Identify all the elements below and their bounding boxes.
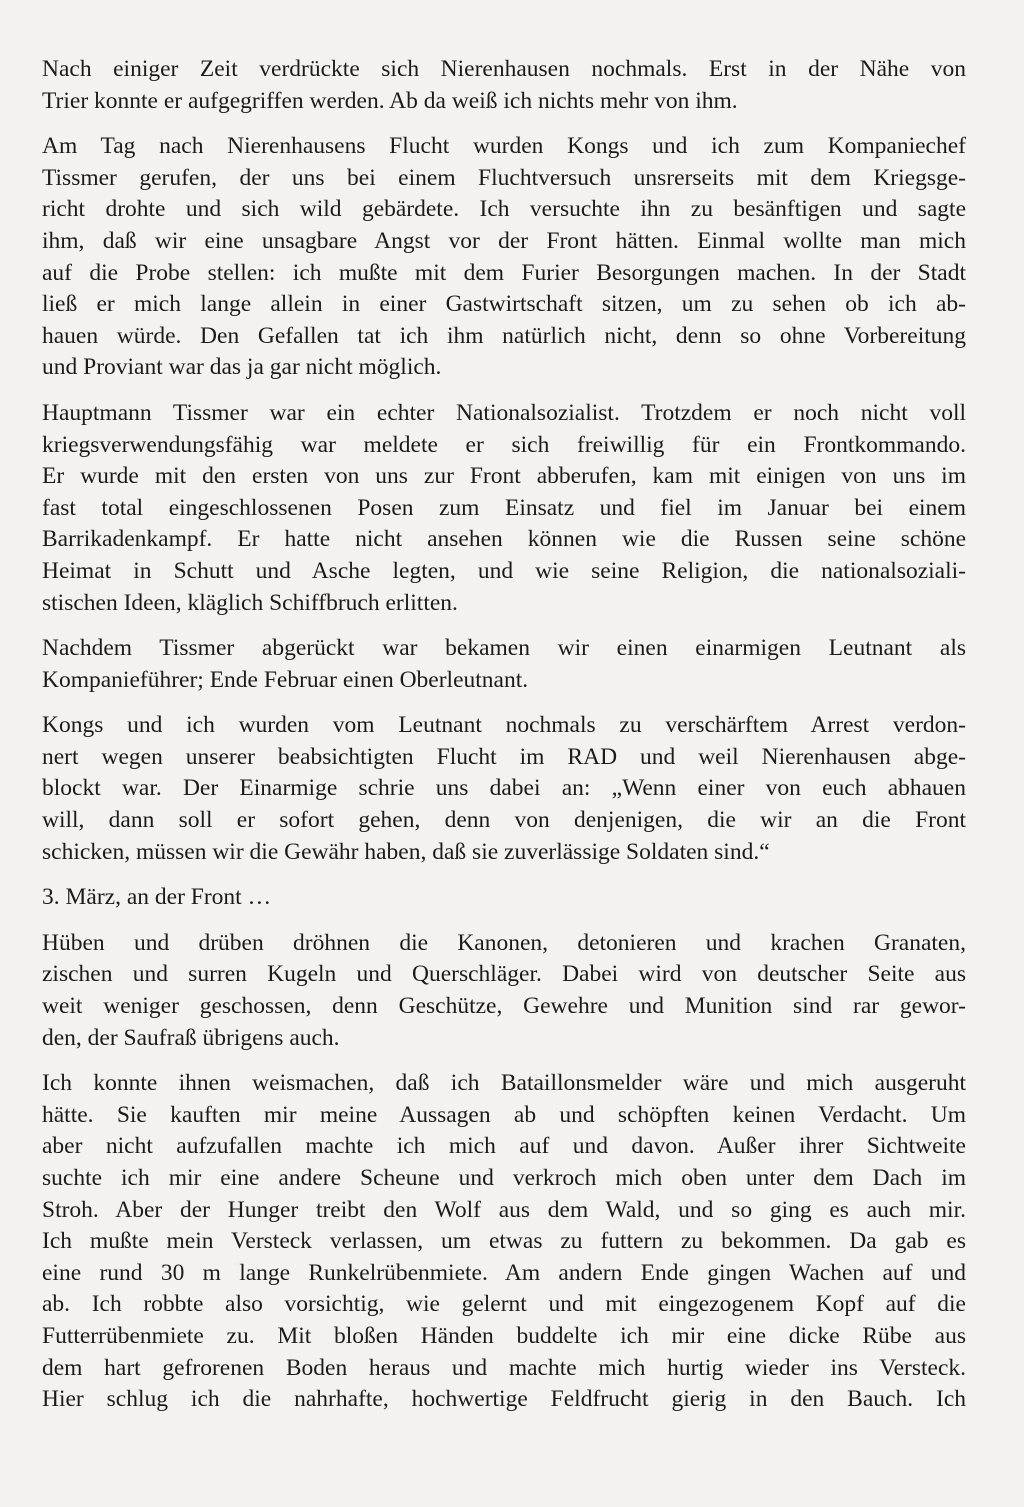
paragraph bbox=[42, 882, 966, 914]
text-line: den, der Saufraß übrigens auch. bbox=[42, 1024, 340, 1051]
text-line: will, dann soll er sofort gehen, denn von denjenigen, die wir an die Front bbox=[42, 807, 966, 834]
text-line: Heimat in Schutt und Asche legten, und wie seine Religion, die nationalsoziali- bbox=[42, 557, 966, 584]
text-line: Kompanieführer; Ende Februar einen Oberleutnant. bbox=[42, 666, 529, 693]
text-line: Tissmer gerufen, der uns bei einem Fluchtversuch unsrerseits mit dem Kriegsge- bbox=[42, 164, 966, 191]
paragraph bbox=[42, 710, 966, 868]
text-line: ab. Ich robbte also vorsichtig, wie gelernt und mit eingezogenem Kopf auf die bbox=[42, 1291, 966, 1318]
text-line: richt drohte und sich wild gebärdete. Ich versuchte ihn zu besänftigen und sagte bbox=[42, 196, 966, 223]
text-line: Ich mußte mein Versteck verlassen, um etwas zu futtern zu bekommen. Da gab es bbox=[42, 1228, 966, 1255]
book-page bbox=[42, 54, 966, 1430]
text-line: 3. März, an der Front … bbox=[42, 884, 272, 911]
text-line: hätte. Sie kauften mir meine Aussagen ab und schöpften keinen Verdacht. Um bbox=[42, 1101, 966, 1128]
text-line: Nachdem Tissmer abgerückt war bekamen wir einen einarmigen Leutnant als bbox=[42, 635, 966, 662]
text-line: auf die Probe stellen: ich mußte mit dem Furier Besorgungen machen. In der Stadt bbox=[42, 259, 966, 286]
paragraph bbox=[42, 398, 966, 619]
text-line: nert wegen unserer beabsichtigten Flucht im RAD und weil Nierenhausen abge- bbox=[42, 743, 966, 770]
text-line: hauen würde. Den Gefallen tat ich ihm natürlich nicht, denn so ohne Vorbereitung bbox=[42, 322, 966, 349]
paragraph bbox=[42, 54, 966, 117]
text-line: und Proviant war das ja gar nicht möglich. bbox=[42, 354, 442, 381]
paragraph bbox=[42, 928, 966, 1054]
text-line: weit weniger geschossen, denn Geschütze, Gewehre und Munition sind rar gewor- bbox=[42, 993, 966, 1020]
text-line: eine rund 30 m lange Runkelrübenmiete. Am andern Ende gingen Wachen auf und bbox=[42, 1259, 966, 1286]
text-line: Futterrübenmiete zu. Mit bloßen Händen buddelte ich mir eine dicke Rübe aus bbox=[42, 1322, 966, 1349]
text-line: Nach einiger Zeit verdrückte sich Nierenhausen nochmals. Erst in der Nähe von bbox=[42, 56, 966, 82]
text-line: Er wurde mit den ersten von uns zur Front abberufen, kam mit einigen von uns im bbox=[42, 463, 966, 490]
text-line: stischen Ideen, kläglich Schiffbruch erlitten. bbox=[42, 589, 458, 616]
paragraph bbox=[42, 131, 966, 384]
text-line: Hier schlug ich die nahrhafte, hochwertige Feldfrucht gierig in den Bauch. Ich bbox=[42, 1386, 966, 1413]
text-line: suchte ich mir eine andere Scheune und verkroch mich oben unter dem Dach im bbox=[42, 1165, 966, 1191]
text-line: schicken, müssen wir die Gewähr haben, daß sie zuverlässige Soldaten sind.“ bbox=[42, 838, 770, 865]
text-line: blockt war. Der Einarmige schrie uns dabei an: „Wenn einer von euch abhauen bbox=[42, 775, 966, 802]
paragraph bbox=[42, 1068, 966, 1416]
paragraph bbox=[42, 633, 966, 696]
text-line: Trier konnte er aufgegriffen werden. Ab da weiß ich nichts mehr von ihm. bbox=[42, 87, 738, 114]
text-line: zischen und surren Kugeln und Querschläger. Dabei wird von deutscher Seite aus bbox=[42, 961, 966, 988]
text-line: Barrikadenkampf. Er hatte nicht ansehen können wie die Russen seine schöne bbox=[42, 526, 966, 553]
text-line: Hauptmann Tissmer war ein echter Nationalsozialist. Trotzdem er noch nicht voll bbox=[42, 399, 966, 426]
text-line: Kongs und ich wurden vom Leutnant nochmals zu verschärftem Arrest verdon- bbox=[42, 712, 966, 739]
text-line: ließ er mich lange allein in einer Gastwirtschaft sitzen, um zu sehen ob ich ab- bbox=[42, 291, 966, 318]
text-line: ihm, daß wir eine unsagbare Angst vor der Front hätten. Einmal wollte man mich bbox=[42, 227, 966, 254]
text-line: Am Tag nach Nierenhausens Flucht wurden Kongs und ich zum Kompaniechef bbox=[42, 133, 966, 160]
text-line: fast total eingeschlossenen Posen zum Einsatz und fiel im Januar bei einem bbox=[42, 494, 966, 521]
text-line: Ich konnte ihnen weismachen, daß ich Bataillonsmelder wäre und mich ausgeruht bbox=[42, 1070, 966, 1097]
text-line: dem hart gefrorenen Boden heraus und machte mich hurtig wieder ins Versteck. bbox=[42, 1354, 966, 1381]
text-line: Stroh. Aber der Hunger treibt den Wolf aus dem Wald, und so ging es auch mir. bbox=[42, 1196, 966, 1223]
text-line: aber nicht aufzufallen machte ich mich auf und davon. Außer ihrer Sichtweite bbox=[42, 1133, 966, 1160]
text-line: kriegsverwendungsfähig war meldete er sich freiwillig für ein Frontkommando. bbox=[42, 431, 966, 458]
text-line: Hüben und drüben dröhnen die Kanonen, detonieren und krachen Granaten, bbox=[42, 929, 966, 956]
